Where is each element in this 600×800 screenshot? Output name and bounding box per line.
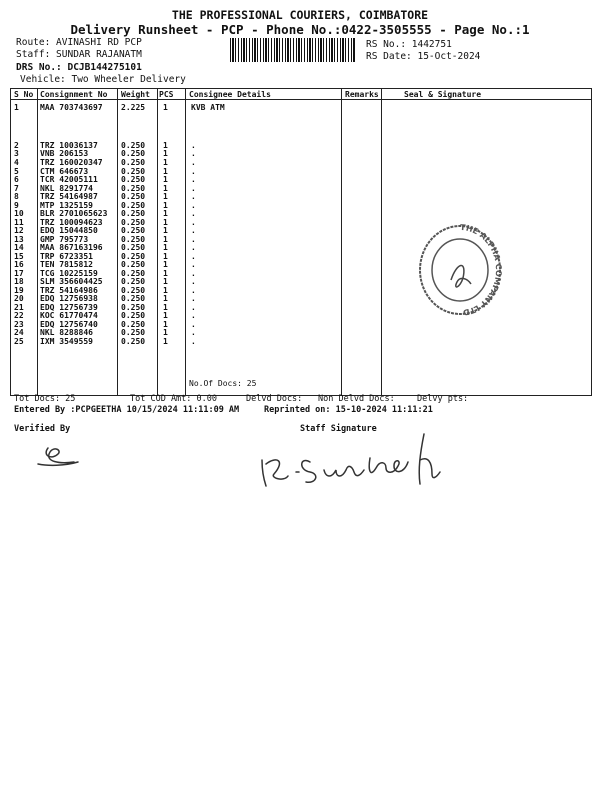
row-consignment: VNB 206153 bbox=[40, 149, 89, 158]
row-sno: 4 bbox=[14, 158, 19, 167]
row-details: . bbox=[191, 260, 196, 269]
row-consignment: EDQ 15044850 bbox=[40, 226, 98, 235]
row-details: . bbox=[191, 235, 196, 244]
row-consignment: TRZ 10036137 bbox=[40, 141, 98, 150]
header-weight: Weight bbox=[121, 90, 150, 99]
row-weight: 0.250 bbox=[121, 235, 146, 244]
row-pcs: 1 bbox=[163, 167, 168, 176]
company-title: THE PROFESSIONAL COURIERS, COIMBATORE bbox=[171, 8, 429, 22]
row-consignment: TRZ 100094623 bbox=[40, 218, 103, 227]
row-sno: 1 bbox=[14, 103, 19, 112]
row-sno: 9 bbox=[14, 201, 19, 210]
row-pcs: 1 bbox=[163, 277, 168, 286]
row-weight: 0.250 bbox=[121, 201, 146, 210]
tot-docs: Tot Docs: 25 bbox=[14, 394, 76, 404]
row-sno: 2 bbox=[14, 141, 19, 150]
row-consignment: NKL 8291774 bbox=[40, 184, 93, 193]
row-sno: 10 bbox=[14, 209, 24, 218]
row-consignment: NKL 8288846 bbox=[40, 328, 93, 337]
row-pcs: 1 bbox=[163, 243, 168, 252]
delvd-docs: Delvd Docs: bbox=[246, 394, 303, 404]
drs-number: DRS No.: DCJB144275101 bbox=[16, 62, 142, 73]
row-details: . bbox=[191, 252, 196, 261]
header-pcs: PCS bbox=[159, 90, 174, 99]
row-details: . bbox=[191, 303, 196, 312]
row-pcs: 1 bbox=[163, 209, 168, 218]
row-consignment: EDQ 12756739 bbox=[40, 303, 98, 312]
row-weight: 0.250 bbox=[121, 320, 146, 329]
row-pcs: 1 bbox=[163, 303, 168, 312]
row-consignment: TRP 6723351 bbox=[40, 252, 93, 261]
staff-label: Staff: SUNDAR RAJANATM bbox=[16, 49, 142, 60]
row-sno: 11 bbox=[14, 218, 24, 227]
row-consignment: TCR 42005111 bbox=[40, 175, 98, 184]
row-pcs: 1 bbox=[163, 175, 168, 184]
row-weight: 0.250 bbox=[121, 311, 146, 320]
seal-stamp bbox=[415, 220, 505, 320]
row-consignment: KOC 61770474 bbox=[40, 311, 98, 320]
row-consignment: SLM 356604425 bbox=[40, 277, 103, 286]
row-consignment: MAA 867163196 bbox=[40, 243, 103, 252]
row-pcs: 1 bbox=[163, 311, 168, 320]
row-sno: 15 bbox=[14, 252, 24, 261]
row-pcs: 1 bbox=[163, 294, 168, 303]
verified-by-label: Verified By bbox=[14, 424, 71, 434]
row-sno: 6 bbox=[14, 175, 19, 184]
row-details: . bbox=[191, 269, 196, 278]
row-weight: 0.250 bbox=[121, 294, 146, 303]
row-pcs: 1 bbox=[163, 320, 168, 329]
row-sno: 21 bbox=[14, 303, 24, 312]
row-consignment: MAA 703743697 bbox=[40, 103, 103, 112]
row-pcs: 1 bbox=[163, 201, 168, 210]
runsheet-title: Delivery Runsheet - PCP - Phone No.:0422-3505555 - Page No.:1 bbox=[70, 22, 530, 37]
row-consignment: IXM 3549559 bbox=[40, 337, 93, 346]
staff-signature-label: Staff Signature bbox=[300, 424, 377, 434]
row-weight: 0.250 bbox=[121, 277, 146, 286]
delvy-pts: Delvy pts: bbox=[417, 394, 469, 404]
row-weight: 0.250 bbox=[121, 260, 146, 269]
row-pcs: 1 bbox=[163, 337, 168, 346]
row-consignment: TRZ 160020347 bbox=[40, 158, 103, 167]
row-pcs: 1 bbox=[163, 158, 168, 167]
row-details: . bbox=[191, 328, 196, 337]
row-details: . bbox=[191, 226, 196, 235]
barcode bbox=[230, 38, 356, 62]
row-sno: 20 bbox=[14, 294, 24, 303]
row-weight: 0.250 bbox=[121, 158, 146, 167]
row-pcs: 1 bbox=[163, 252, 168, 261]
rs-date: RS Date: 15-Oct-2024 bbox=[366, 51, 481, 62]
row-consignment: CTM 646673 bbox=[40, 167, 89, 176]
non-delvd-docs: Non Delvd Docs: bbox=[318, 394, 395, 404]
row-weight: 0.250 bbox=[121, 269, 146, 278]
row-consignment: TRZ 54164987 bbox=[40, 192, 98, 201]
table-row bbox=[11, 192, 591, 201]
row-details: . bbox=[191, 218, 196, 227]
row-pcs: 1 bbox=[163, 226, 168, 235]
row-sno: 17 bbox=[14, 269, 24, 278]
row-consignment: TEN 7815812 bbox=[40, 260, 93, 269]
row-consignment: TCG 10225159 bbox=[40, 269, 98, 278]
row-consignment: MTP 1325159 bbox=[40, 201, 93, 210]
table-row bbox=[11, 158, 591, 167]
row-details: . bbox=[191, 311, 196, 320]
row-consignment: TRZ 54164986 bbox=[40, 286, 98, 295]
header-sno: S No bbox=[14, 90, 34, 99]
row-pcs: 1 bbox=[163, 192, 168, 201]
row-pcs: 1 bbox=[163, 328, 168, 337]
row-sno: 8 bbox=[14, 192, 19, 201]
row-pcs: 1 bbox=[163, 103, 168, 112]
row-pcs: 1 bbox=[163, 141, 168, 150]
row-details: . bbox=[191, 209, 196, 218]
row-details: KVB ATM bbox=[191, 103, 225, 112]
row-sno: 5 bbox=[14, 167, 19, 176]
row-weight: 0.250 bbox=[121, 209, 146, 218]
row-weight: 0.250 bbox=[121, 149, 146, 158]
row-weight: 0.250 bbox=[121, 226, 146, 235]
row-details: . bbox=[191, 201, 196, 210]
row-weight: 0.250 bbox=[121, 243, 146, 252]
table-row bbox=[11, 328, 591, 337]
row-details: . bbox=[191, 149, 196, 158]
row-pcs: 1 bbox=[163, 184, 168, 193]
row-sno: 19 bbox=[14, 286, 24, 295]
row-sno: 7 bbox=[14, 184, 19, 193]
row-pcs: 1 bbox=[163, 269, 168, 278]
svg-text:THE ALPHA COMPANY LTD bbox=[460, 223, 503, 317]
row-weight: 0.250 bbox=[121, 252, 146, 261]
entered-by: Entered By :PCPGEETHA 10/15/2024 11:11:09 AM bbox=[14, 405, 240, 415]
row-consignment: EDQ 12756740 bbox=[40, 320, 98, 329]
row-weight: 0.250 bbox=[121, 286, 146, 295]
row-details: . bbox=[191, 158, 196, 167]
row-details: . bbox=[191, 337, 196, 346]
no-of-docs: No.Of Docs: 25 bbox=[189, 379, 257, 388]
row-sno: 12 bbox=[14, 226, 24, 235]
header-consignee: Consignee Details bbox=[189, 90, 271, 99]
row-weight: 0.250 bbox=[121, 184, 146, 193]
row-sno: 23 bbox=[14, 320, 24, 329]
rs-number: RS No.: 1442751 bbox=[366, 39, 452, 50]
row-details: . bbox=[191, 192, 196, 201]
row-sno: 18 bbox=[14, 277, 24, 286]
row-pcs: 1 bbox=[163, 218, 168, 227]
row-details: . bbox=[191, 243, 196, 252]
route-label: Route: AVINASHI RD PCP bbox=[16, 37, 142, 48]
row-consignment: GMP 795773 bbox=[40, 235, 89, 244]
row-sno: 13 bbox=[14, 235, 24, 244]
row-weight: 2.225 bbox=[121, 103, 146, 112]
row-details: . bbox=[191, 167, 196, 176]
table-row bbox=[11, 175, 591, 184]
row-details: . bbox=[191, 294, 196, 303]
row-pcs: 1 bbox=[163, 149, 168, 158]
table-row bbox=[11, 337, 591, 346]
header-consignment: Consignment No bbox=[40, 90, 108, 99]
row-weight: 0.250 bbox=[121, 328, 146, 337]
staff-signature bbox=[252, 430, 472, 492]
row-weight: 0.250 bbox=[121, 175, 146, 184]
row-weight: 0.250 bbox=[121, 337, 146, 346]
row-weight: 0.250 bbox=[121, 218, 146, 227]
row-weight: 0.250 bbox=[121, 167, 146, 176]
row-sno: 16 bbox=[14, 260, 24, 269]
row-pcs: 1 bbox=[163, 260, 168, 269]
row-weight: 0.250 bbox=[121, 192, 146, 201]
row-weight: 0.250 bbox=[121, 303, 146, 312]
row-sno: 25 bbox=[14, 337, 24, 346]
row-sno: 3 bbox=[14, 149, 19, 158]
row-sno: 22 bbox=[14, 311, 24, 320]
row-details: . bbox=[191, 175, 196, 184]
row-consignment: BLR 2701065623 bbox=[40, 209, 108, 218]
header-seal-signature: Seal & Signature bbox=[404, 90, 482, 99]
vehicle-label: Vehicle: Two Wheeler Delivery bbox=[20, 74, 186, 85]
row-details: . bbox=[191, 286, 196, 295]
row-details: . bbox=[191, 277, 196, 286]
row-details: . bbox=[191, 184, 196, 193]
seal-text: THE ALPHA COMPANY LTD bbox=[459, 222, 504, 317]
row-details: . bbox=[191, 141, 196, 150]
header-remarks: Remarks bbox=[345, 90, 379, 99]
row-consignment: EDQ 12756938 bbox=[40, 294, 98, 303]
verified-signature bbox=[30, 438, 90, 474]
table-row bbox=[11, 149, 591, 158]
tot-cod: Tot COD Amt: 0.00 bbox=[130, 394, 217, 404]
table-row bbox=[11, 103, 591, 112]
row-pcs: 1 bbox=[163, 286, 168, 295]
row-details: . bbox=[191, 320, 196, 329]
reprinted-on: Reprinted on: 15-10-2024 11:11:21 bbox=[264, 405, 433, 415]
row-sno: 24 bbox=[14, 328, 24, 337]
row-pcs: 1 bbox=[163, 235, 168, 244]
row-sno: 14 bbox=[14, 243, 24, 252]
table-row bbox=[11, 209, 591, 218]
row-weight: 0.250 bbox=[121, 141, 146, 150]
